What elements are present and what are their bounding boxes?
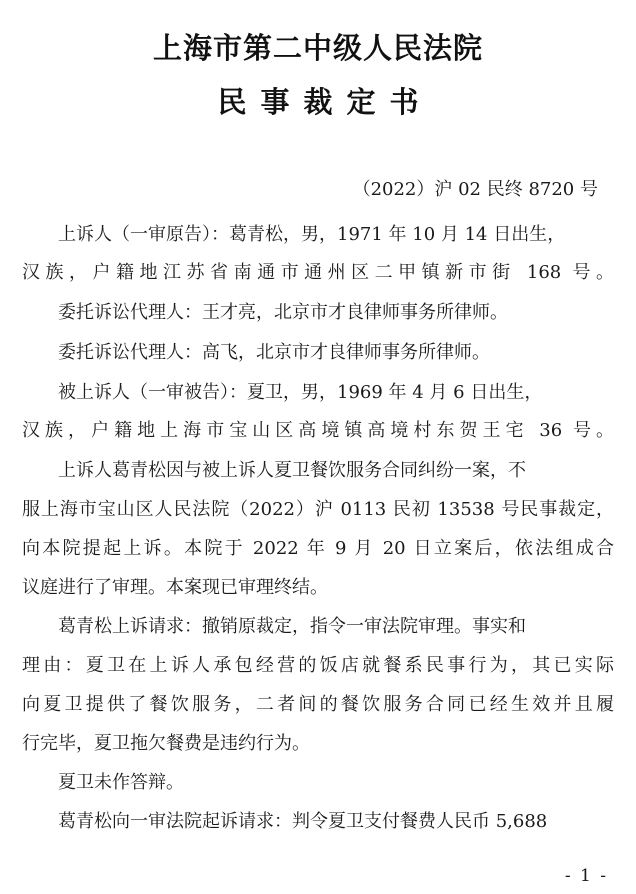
paragraph-line: 葛青松上诉请求：撤销原裁定，指令一审法院审理。事实和	[58, 616, 526, 637]
court-name: 上海市第二中级人民法院	[152, 31, 483, 65]
paragraph-line: 汉族，户籍地上海市宝山区高境镇高境村东贺王宅 36 号。	[22, 420, 614, 441]
paragraph-line: 理由：夏卫在上诉人承包经营的饭店就餐系民事行为，其已实际	[22, 655, 614, 676]
paragraph-line: 向夏卫提供了餐饮服务，二者间的餐饮服务合同已经生效并且履	[22, 694, 614, 715]
paragraph-line: 议庭进行了审理。本案现已审理终结。	[22, 577, 328, 598]
document-type-title: 民事裁定书	[217, 85, 433, 119]
paragraph-line: 被上诉人（一审被告）：夏卫，男，1969 年 4 月 6 日出生，	[58, 382, 543, 403]
paragraph-line: 委托诉讼代理人：王才亮，北京市才良律师事务所律师。	[58, 302, 508, 323]
paragraph-line: 上诉人（一审原告）：葛青松，男，1971 年 10 月 14 日出生，	[58, 224, 566, 245]
paragraph-line: 向本院提起上诉。本院于 2022 年 9 月 20 日立案后，依法组成合	[22, 538, 614, 559]
paragraph-line: 上诉人葛青松因与被上诉人夏卫餐饮服务合同纠纷一案，不	[58, 460, 526, 481]
paragraph-line: 葛青松向一审法院起诉请求：判令夏卫支付餐费人民币 5,688	[58, 811, 548, 832]
paragraph-line: 服上海市宝山区人民法院（2022）沪 0113 民初 13538 号民事裁定，	[22, 499, 614, 520]
paragraph-line: 夏卫未作答辩。	[58, 772, 184, 793]
paragraph-line: 委托诉讼代理人：高飞，北京市才良律师事务所律师。	[58, 342, 490, 363]
case-number: （2022）沪 02 民终 8720 号	[352, 179, 598, 200]
paragraph-line: 行完毕，夏卫拖欠餐费是违约行为。	[22, 733, 310, 754]
paragraph-line: 汉族，户籍地江苏省南通市通州区二甲镇新市街 168 号。	[22, 262, 614, 283]
page-number: - 1 -	[564, 866, 608, 886]
